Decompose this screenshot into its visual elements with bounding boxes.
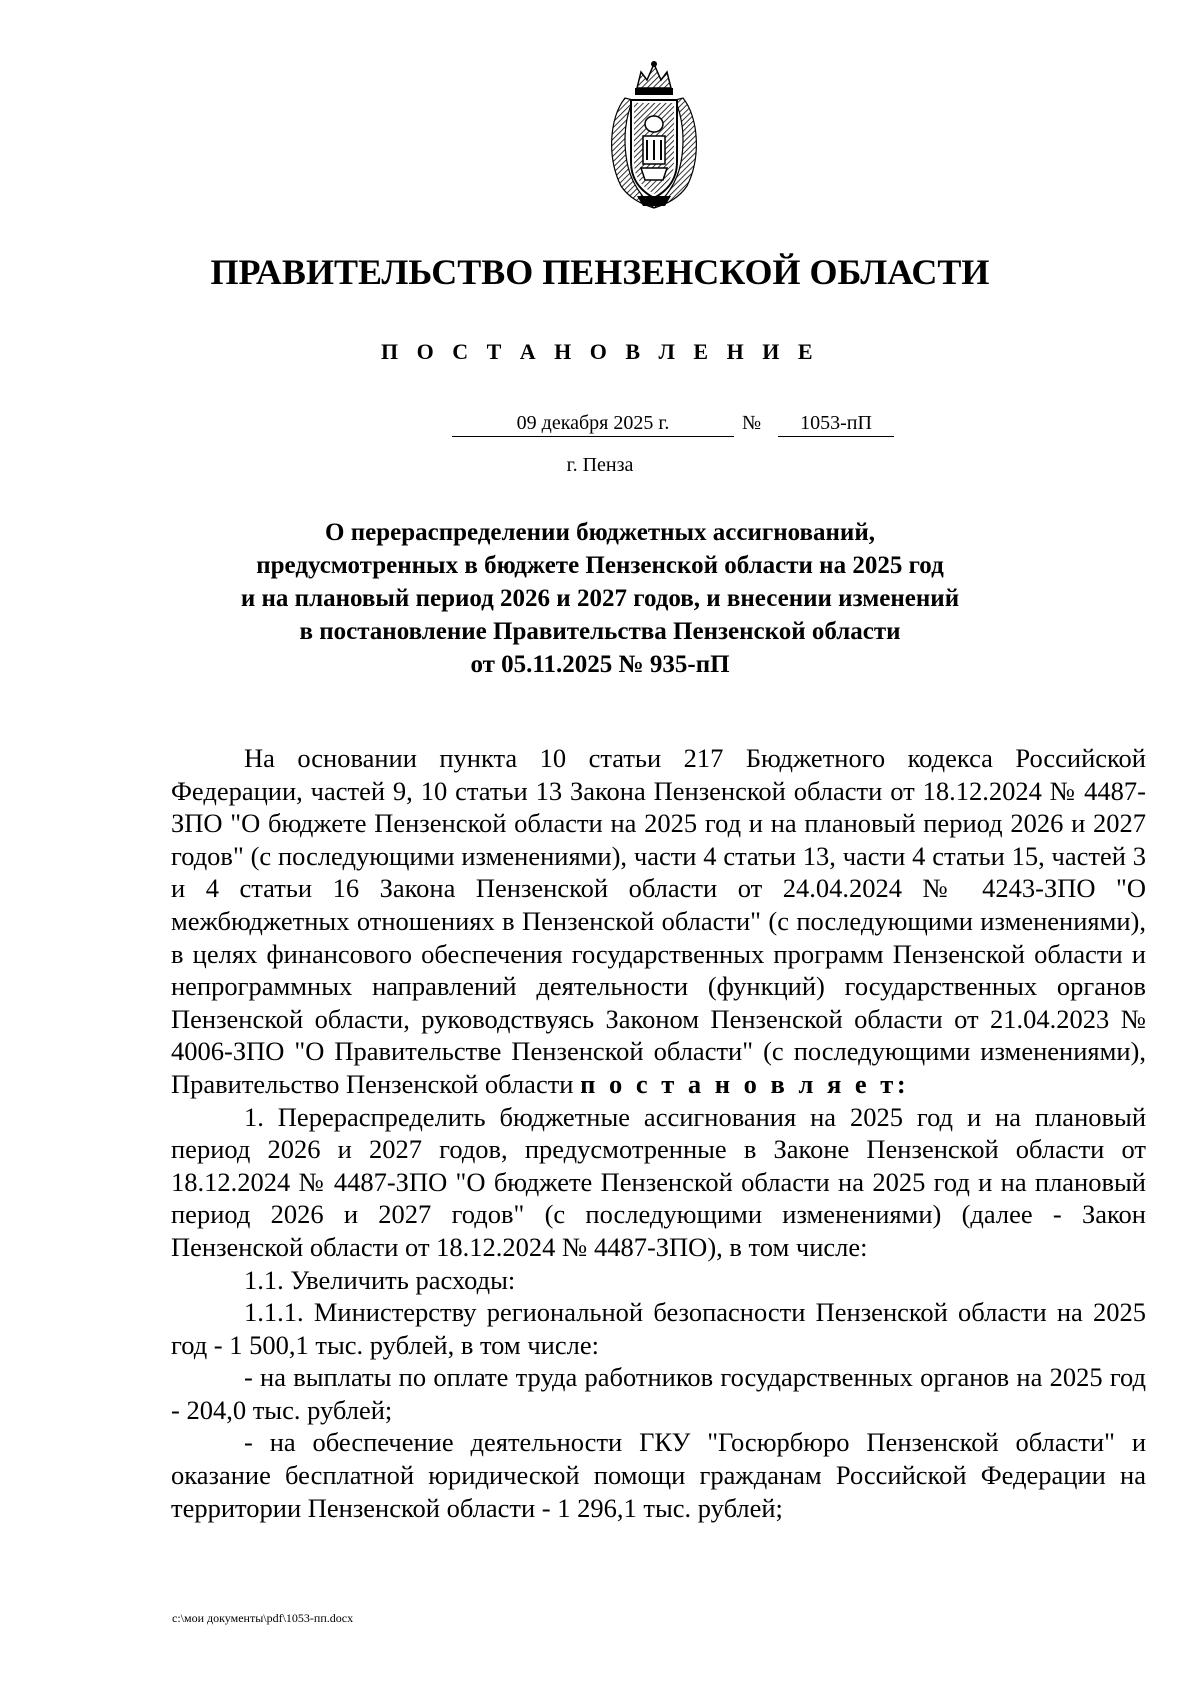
document-type: П О С Т А Н О В Л Е Н И Е — [380, 339, 820, 364]
paragraph-bullet-1: - на выплаты по оплате труда работников государственных органов на 2025 год - 204,0 тыс. рублей; — [171, 1362, 1146, 1425]
paragraph-bullet-2: - на обеспечение деятельности ГКУ "Госюрбюро Пензенской области" и оказание бесплатной юридической помощи гражданам Российской Федерации на территории Пензенской области - 1 296,1 тыс. рублей; — [171, 1427, 1146, 1523]
heading-line: и на плановый период 2026 и 2027 годов, и внесении изменений — [240, 585, 960, 612]
heading-line: предусмотренных в бюджете Пензенской области на 2025 год — [256, 552, 944, 579]
number-sign: № — [742, 412, 762, 434]
city: г. Пенза — [566, 454, 634, 476]
paragraph-1-1: 1.1. Увеличить расходы: — [244, 1264, 516, 1295]
paragraph-1: 1. Перераспределить бюджетные ассигнования на 2025 год и на плановый период 2026 и 2027 годов, предусмотренные в Законе Пензенской области от 18.12.2024 № 4487-ЗПО "О бюджете Пензенской области на 2025 год и на плановый период 2026 и 2027 годов" (с последующими изменениями) (далее - Закон Пензенской области от 18.12.2024 № 4487-ЗПО), в том числе: — [171, 1101, 1146, 1262]
document-number: 1053-пП — [778, 410, 894, 437]
file-path-footer: c:\мои документы\pdf\1053-пп.docx — [172, 1611, 354, 1625]
coat-of-arms-icon — [603, 58, 705, 210]
document-heading — [160, 516, 1040, 681]
paragraph-preamble — [171, 742, 1146, 1101]
heading-line: О перераспределении бюджетных ассигнований, — [325, 519, 875, 546]
paragraph-1-1-1: 1.1.1. Министерству региональной безопасности Пензенской области на 2025 год - 1 500,1 тыс. рублей, в том числе: — [171, 1297, 1146, 1360]
organization-title: ПРАВИТЕЛЬСТВО ПЕНЗЕНСКОЙ ОБЛАСТИ — [210, 252, 990, 292]
heading-line: в постановление Правительства Пензенской области — [299, 618, 901, 645]
heading-line: от 05.11.2025 № 935-пП — [470, 651, 730, 678]
document-body — [171, 742, 1146, 1524]
resolves-word: п о с т а н о в л я е т: — [580, 1068, 910, 1099]
preamble-text: На основании пункта 10 статьи 217 Бюджетного кодекса Российской Федерации, частей 9, 10 статьи 13 Закона Пензенской области от 18.12.2024 № 4487-ЗПО "О бюджете Пензенской области на 2025 год и на плановый период 2026 и 2027 годов" (с последующими изменениями), части 4 статьи 13, части 4 статьи 15, частей 3 и 4 статьи 16 Закона Пензенской области от 24.04.2024 № 4243-ЗПО "О межбюджетных отношениях в Пензенской области" (с последующими изменениями), в целях финансового обеспечения государственных программ Пензенской области и непрограммных направлений деятельности (функций) государственных органов Пензенской области, руководствуясь Законом Пензенской области от 21.04.2023 № 4006-ЗПО "О Правительстве Пензенской области" (с последующими изменениями), Правительство Пензенской области — [171, 743, 1146, 1099]
document-date: 09 декабря 2025 г. — [452, 410, 734, 437]
